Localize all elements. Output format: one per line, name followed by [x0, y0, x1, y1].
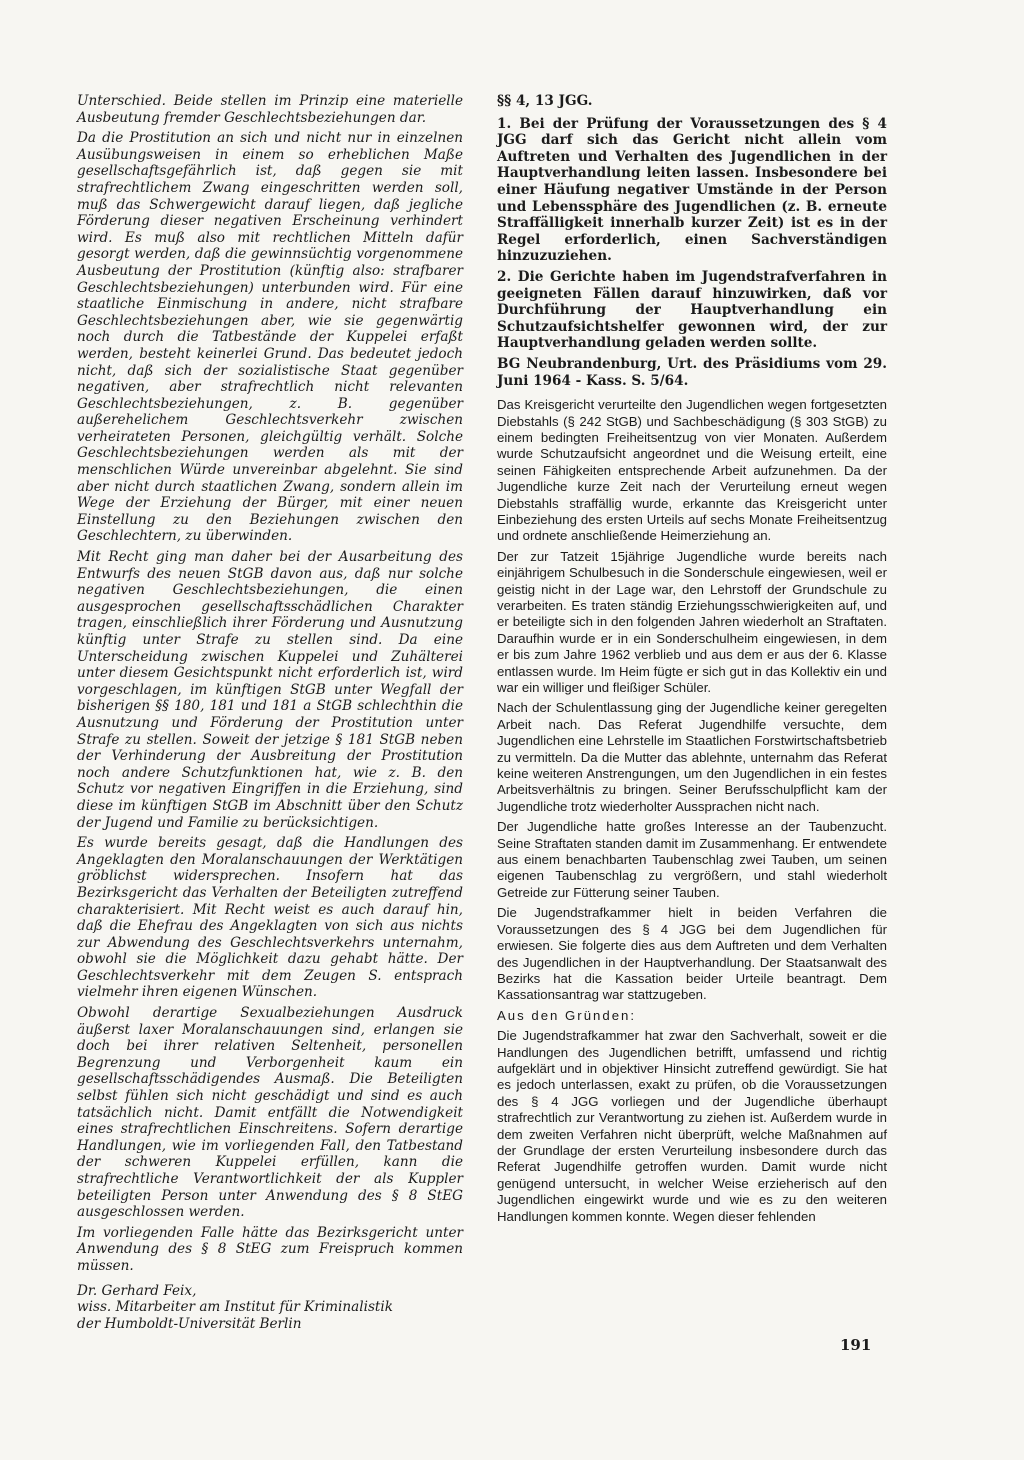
left-paragraph-2: Da die Prostitution an sich und nicht nur in einzelnen Ausübungsweisen in einem so erheblichen Maße gesellschaftsgefährlich ist, daß gegen sie mit strafrechtlichem Zwang eingeschritten werden soll, muß das Schwergewicht darauf liegen, daß jegliche Förderung dieser negativen Erscheinung verhindert wird. Es muß also mit rechtlichen Mitteln dafür gesorgt werden, daß die gewinnsüchtig vorgenommene Ausbeutung der Prostitution (künftig also: strafbarer Geschlechtsbeziehungen) unterbunden wird. Für eine staatliche Einmischung in andere, nicht strafbare Geschlechtsbeziehungen aber, wie sie gegenwärtig noch durch die Tatbestände der Kuppelei erfaßt werden, besteht keinerlei Grund. Das bedeutet jedoch nicht, daß sich der sozialistische Staat gegenüber negativen, aber strafrechtlich nicht relevanten Geschlechtsbeziehungen, z. B. gegenüber außerehelichem Geschlechtsverkehr zwischen verheirateten Personen, gleichgültig verhält. Solche Geschlechtsbeziehungen werden als mit der menschlichen Würde unvereinbar abgelehnt. Sie sind aber nicht durch staatlichen Zwang, sondern allein im Wege der Erziehung der Bürger, mit einer neuen Einstellung zu den Beziehungen zwischen den Geschlechtern, zu überwinden. [77, 130, 463, 545]
left-paragraph-5: Obwohl derartige Sexualbeziehungen Ausdruck äußerst laxer Moralanschauungen sind, erlangen sie doch bei ihrer relativen Seltenheit, personellen Begrenzung und Verborgenheit kaum ein gesellschaftsschädigendes Ausmaß. Die Beteiligten selbst fühlen sich nicht geschädigt und sind es auch tatsächlich nicht. Damit entfällt die Notwendigkeit eines strafrechtlichen Einschreitens. Sofern derartige Handlungen, wie im vorliegenden Fall, den Tatbestand der schweren Kuppelei erfüllen, kann die strafrechtliche Verantwortlichkeit der als Kuppler beteiligten Person unter Anwendung des § 8 StEG ausgeschlossen werden. [77, 1005, 463, 1221]
statute-heading: §§ 4, 13 JGG. [497, 93, 593, 109]
left-paragraph-4: Es wurde bereits gesagt, daß die Handlungen des Angeklagten den Moralanschauungen der Werktätigen gröblichst widersprechen. Insofern hat das Bezirksgericht das Verhalten der Beteiligten zutreffend charakterisiert. Mit Recht weist es auch darauf hin, daß die Ehefrau des Angeklagten von sich aus nichts zur Abwendung des Geschlechtsverkehrs unternahm, obwohl sie die Möglichkeit dazu gehabt hätte. Der Geschlechtsverkehr mit dem Zeugen S. entsprach vielmehr ihren eigenen Wünschen. [77, 835, 463, 1001]
author-affiliation-1: wiss. Mitarbeiter am Institut für Kriminalistik [77, 1299, 393, 1316]
author-signature [77, 1283, 463, 1333]
case-paragraph-5: Die Jugendstrafkammer hielt in beiden Verfahren die Voraussetzungen des § 4 JGG bei dem Jugendlichen für erwiesen. Sie folgerte dies aus dem Auftreten und dem Verhalten des Jugendlichen in der Hauptverhandlung. Der Staatsanwalt des Bezirks hat die Kassation beider Urteile beantragt. Dem Kassationsantrag war stattzugeben. [497, 905, 887, 1003]
case-paragraph-6: Die Jugendstrafkammer hat zwar den Sachverhalt, soweit er die Handlungen des Jugendlichen betrifft, umfassend und richtig aufgeklärt und in objektiver Hinsicht zutreffend gewürdigt. Sie hat es jedoch unterlassen, exakt zu prüfen, ob die Voraussetzungen des § 4 JGG vorliegen und der Jugendliche überhaupt strafrechtlich zur Verantwortung zu ziehen ist. Außerdem wurde in dem zweiten Verfahren nicht überprüft, welche Maßnahmen auf der Grundlage der ersten Verurteilung insbesondere durch das Referat Jugendhilfe getroffen wurden. Damit wurde nicht genügend untersucht, in welcher Weise erzieherisch auf den Jugendlichen eingewirkt wurde und wie es zu den weiteren Handlungen kommen konnte. Wegen dieser fehlenden [497, 1028, 887, 1224]
left-column [77, 93, 463, 1332]
case-paragraph-2: Der zur Tatzeit 15jährige Jugendliche wurde bereits nach einjährigem Schulbesuch in die Sonderschule eingewiesen, weil er geistig nicht in der Lage war, den Lehrstoff der Grundschule zu verarbeiten. Es traten ständig Erziehungsschwierigkeiten auf, und er beteiligte sich in den folgenden Jahren wiederholt an Straftaten. Daraufhin wurde er in ein Sonderschulheim eingewiesen, in dem er bis zum Jahre 1962 verblieb und aus dem er aus der 6. Klasse entlassen wurde. Im Heim fügte er sich gut in das Kollektiv ein und war ein williger und fleißiger Schüler. [497, 548, 887, 695]
case-paragraph-3: Nach der Schulentlassung ging der Jugendliche keiner geregelten Arbeit nach. Das Referat Jugendhilfe versuchte, dem Jugendlichen eine Lehrstelle im Staatlichen Forstwirtschaftsbetrieb zu vermitteln. Da die Mutter das ablehnte, unternahm das Referat keine weiteren Anstrengungen, um den Jugendlichen in ein festes Arbeitsverhältnis zu bringen. Seiner Berufsschulpflicht kam der Jugendliche trotz wiederholter Aussprachen nicht nach. [497, 700, 887, 814]
case-paragraph-4: Der Jugendliche hatte großes Interesse an der Taubenzucht. Seine Straftaten standen damit im Zusammenhang. Er entwendete aus einem benachbarten Taubenschlag zwei Tauben, um seinen eigenen Taubenschlag zu vergrößern, und stahl wiederholt Getreide zur Fütterung seiner Tauben. [497, 819, 887, 900]
case-paragraph-1: Das Kreisgericht verurteilte den Jugendlichen wegen fortgesetzten Diebstahls (§ 242 StGB) und Sachbeschädigung (§ 303 StGB) zu einem bedingten Freiheitsentzug von vier Monaten. Außerdem wurde Schutzaufsicht angeordnet und die Weisung erteilt, eine seinen Fähigkeiten entsprechende Arbeit aufzunehmen. Da der Jugendliche kurze Zeit nach der Verurteilung erneut wegen Diebstahls straffällig wurde, erkannte das Kreisgericht unter Einbeziehung des ersten Urteils auf sechs Monate Freiheitsentzug und ordnete anschließende Heimerziehung an. [497, 397, 887, 544]
author-name: Dr. Gerhard Feix, [77, 1282, 197, 1299]
left-paragraph-1: Unterschied. Beide stellen im Prinzip eine materielle Ausbeutung fremder Geschlechtsbeziehungen dar. [77, 93, 463, 126]
right-column [497, 93, 887, 1229]
reasons-heading: Aus den Gründen: [497, 1007, 637, 1023]
headnote-1: 1. Bei der Prüfung der Voraussetzungen des § 4 JGG darf sich das Gericht nicht allein vom Auftreten und Verhalten des Jugendlichen in der Hauptverhandlung leiten lassen. Insbesondere bei einer Häufung negativer Umstände in der Person und Lebenssphäre des Jugendlichen (z. B. erneute Straffälligkeit innerhalb kurzer Zeit) ist es in der Regel erforderlich, einen Sachverständigen hinzuzuziehen. [497, 115, 887, 265]
left-paragraph-6: Im vorliegenden Falle hätte das Bezirksgericht unter Anwendung des § 8 StEG zum Freispruch kommen müssen. [77, 1224, 463, 1274]
left-paragraph-3: Mit Recht ging man daher bei der Ausarbeitung des Entwurfs des neuen StGB davon aus, daß nur solche negativen Geschlechtsbeziehungen, die einen ausgesprochen gesellschaftsschädlichen Charakter tragen, einschließlich ihrer Förderung und Ausnutzung künftig unter Strafe zu stellen sind. Da eine Unterscheidung zwischen Kuppelei und Zuhälterei unter diesem Gesichtspunkt nicht erforderlich ist, wird vorgeschlagen, im künftigen StGB unter Wegfall der bisherigen §§ 180, 181 und 181 a StGB schlechthin die Ausnutzung und Förderung der Prostitution unter Strafe zu stellen. Soweit der jetzige § 181 StGB neben der Verhinderung der Ausbreitung der Prostitution noch andere Schutzfunktionen hat, wie z. B. den Schutz vor negativen Eingriffen in die Erziehung, sind diese im künftigen StGB im Abschnitt über den Schutz der Jugend und Familie zu berücksichtigen. [77, 549, 463, 831]
page-number: 191 [840, 1336, 872, 1354]
court-citation: BG Neubrandenburg, Urt. des Präsidiums vom 29. Juni 1964 - Kass. S. 5/64. [497, 355, 887, 389]
case-body [497, 397, 887, 1225]
headnote-2: 2. Die Gerichte haben im Jugendstrafverfahren in geeigneten Fällen darauf hinzuwirken, daß vor Durchführung der Hauptverhandlung ein Schutzaufsichtshelfer gewonnen wird, der zur Hauptverhandlung geladen werden sollte. [497, 268, 887, 352]
author-affiliation-2: der Humboldt-Universität Berlin [77, 1315, 302, 1332]
